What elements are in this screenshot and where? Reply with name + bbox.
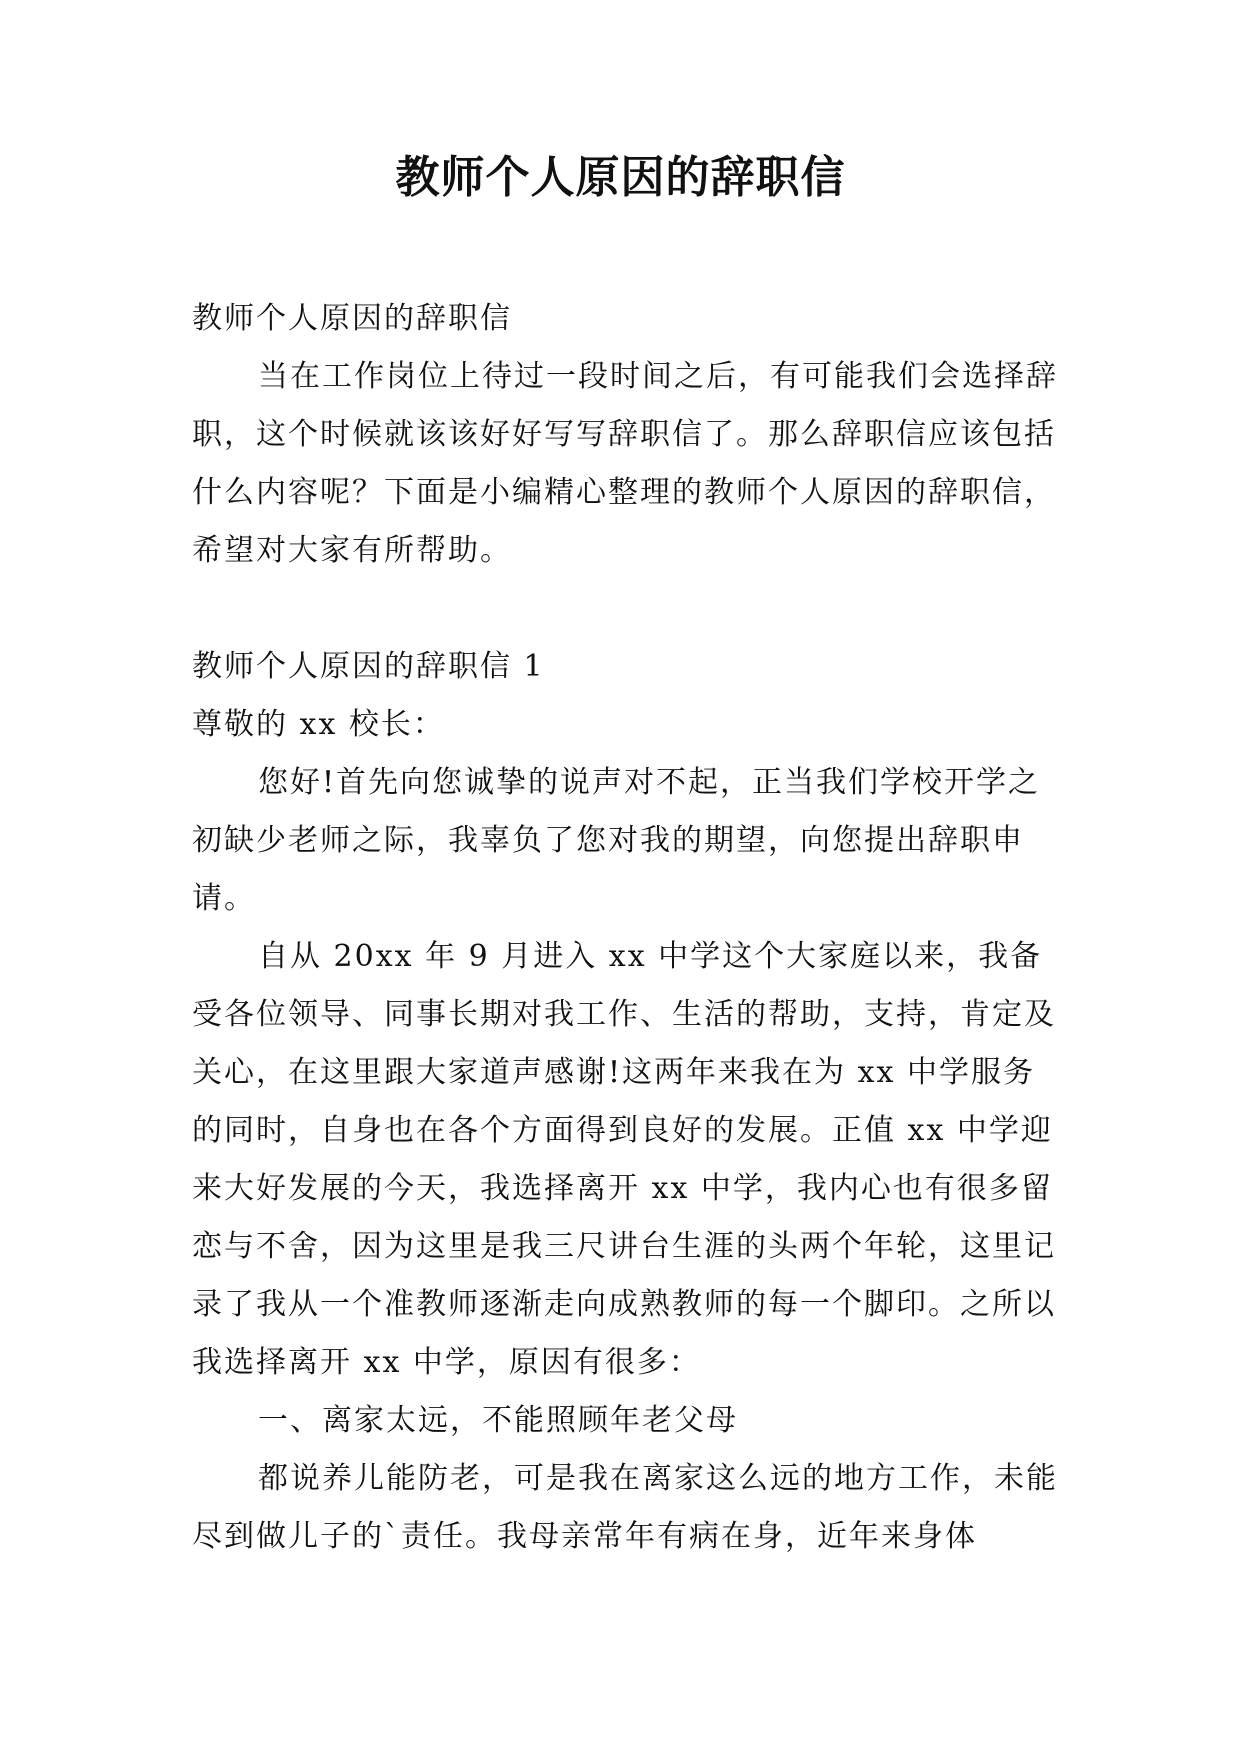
intro-paragraph: 当在工作岗位上待过一段时间之后，有可能我们会选择辞职，这个时候就该该好好写写辞职信了。那么辞职信应该包括什么内容呢？下面是小编精心整理的教师个人原因的辞职信，希望对大家有所帮助。 [192, 359, 1058, 568]
body-paragraph-reason: 都说养儿能防老，可是我在离家这么远的地方工作，未能尽到做儿子的`责任。我母亲常年有病在身，近年来身体 [192, 1461, 1058, 1554]
paragraph-spacer [192, 580, 1062, 638]
salutation: 尊敬的 xx 校长： [192, 707, 445, 742]
document-subtitle: 教师个人原因的辞职信 [192, 301, 512, 336]
document-body [192, 290, 1062, 1566]
body-paragraph-gratitude: 自从 20xx 年 9 月进入 xx 中学这个大家庭以来，我备受各位领导、同事长期对我工作、生活的帮助，支持，肯定及关心，在这里跟大家道声感谢!这两年来我在为 xx 中学服务的同时，自身也在各个方面得到良好的发展。正值 xx 中学迎来大好发展的今天，我选择离开 xx 中学，我内心也有很多留恋与不舍，因为这里是我三尺讲台生涯的头两个年轮，这里记录了我从一个准教师逐渐走向成熟教师的每一个脚印。之所以我选择离开 xx 中学，原因有很多： [192, 939, 1056, 1380]
section-heading: 教师个人原因的辞职信 1 [192, 649, 545, 684]
body-paragraph-greeting: 您好!首先向您诚挚的说声对不起，正当我们学校开学之初缺少老师之际，我辜负了您对我的期望，向您提出辞职申请。 [192, 765, 1041, 916]
document-title: 教师个人原因的辞职信 [395, 152, 846, 203]
reason-heading: 一、离家太远，不能照顾年老父母 [258, 1403, 738, 1438]
